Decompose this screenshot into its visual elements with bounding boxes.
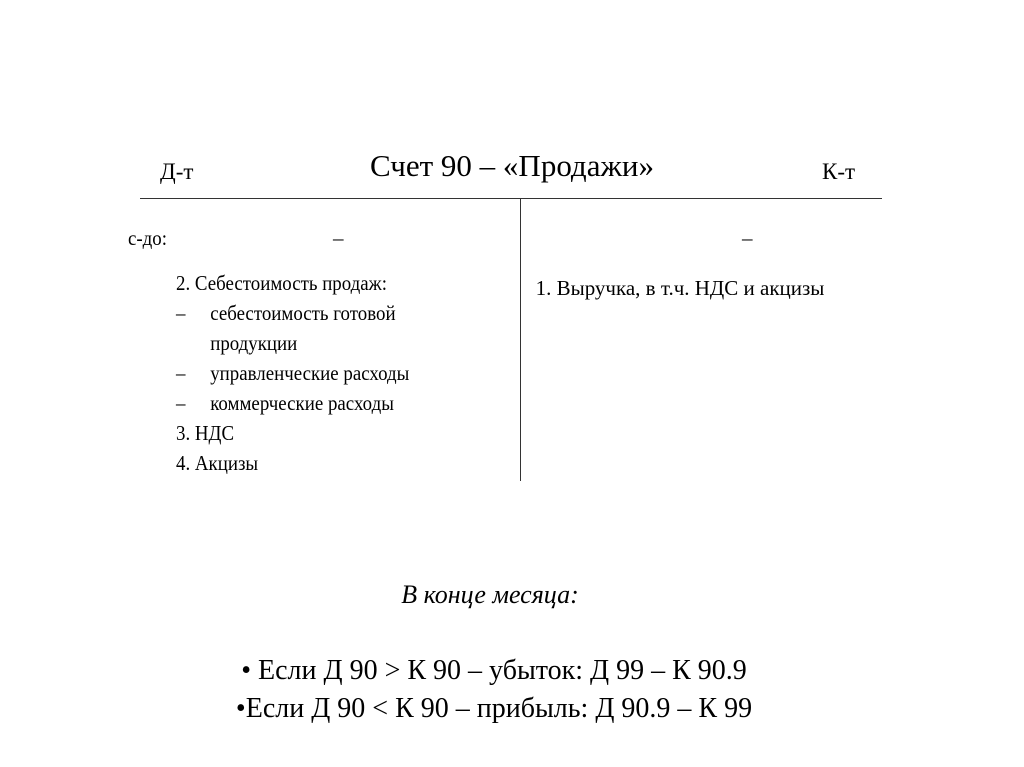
item-text: 4. Акцизы: [176, 451, 259, 475]
t-account-vertical-line: [520, 198, 521, 481]
item-text: коммерческие расходы: [210, 391, 394, 415]
list-item: [176, 333, 409, 363]
indent: [176, 333, 210, 363]
rule-profit: •Если Д 90 < К 90 – прибыль: Д 90.9 – К 99: [235, 693, 753, 724]
dash-marker: –: [176, 301, 186, 325]
dash-marker: –: [176, 391, 186, 415]
list-item: [176, 453, 409, 483]
month-end-heading: В конце месяца:: [401, 580, 579, 609]
opening-balance-label: с-до:: [128, 226, 168, 250]
dash-marker: –: [176, 361, 186, 385]
opening-debit-value: –: [333, 226, 344, 250]
month-end-rules: [0, 652, 988, 728]
opening-credit-value: –: [742, 226, 753, 250]
list-item: [176, 363, 409, 393]
list-item: [176, 393, 409, 423]
item-text: продукции: [210, 331, 298, 355]
debit-label: Д-т: [160, 159, 194, 184]
rule-loss: • Если Д 90 > К 90 – убыток: Д 99 – К 90.9: [241, 655, 747, 686]
list-item: [176, 423, 409, 453]
list-item: [176, 303, 409, 333]
credit-item: 1. Выручка, в т.ч. НДС и акцизы: [535, 276, 825, 300]
debit-items-list: [176, 273, 409, 483]
item-text: себестоимость готовой: [210, 301, 396, 325]
list-item: [176, 273, 409, 303]
item-text: 3. НДС: [176, 421, 235, 445]
item-text: 2. Себестоимость продаж:: [176, 271, 387, 295]
account-title: Счет 90 – «Продажи»: [370, 148, 654, 183]
credit-label: К-т: [822, 159, 856, 184]
t-account-horizontal-line: [140, 198, 882, 199]
item-text: управленческие расходы: [210, 361, 410, 385]
